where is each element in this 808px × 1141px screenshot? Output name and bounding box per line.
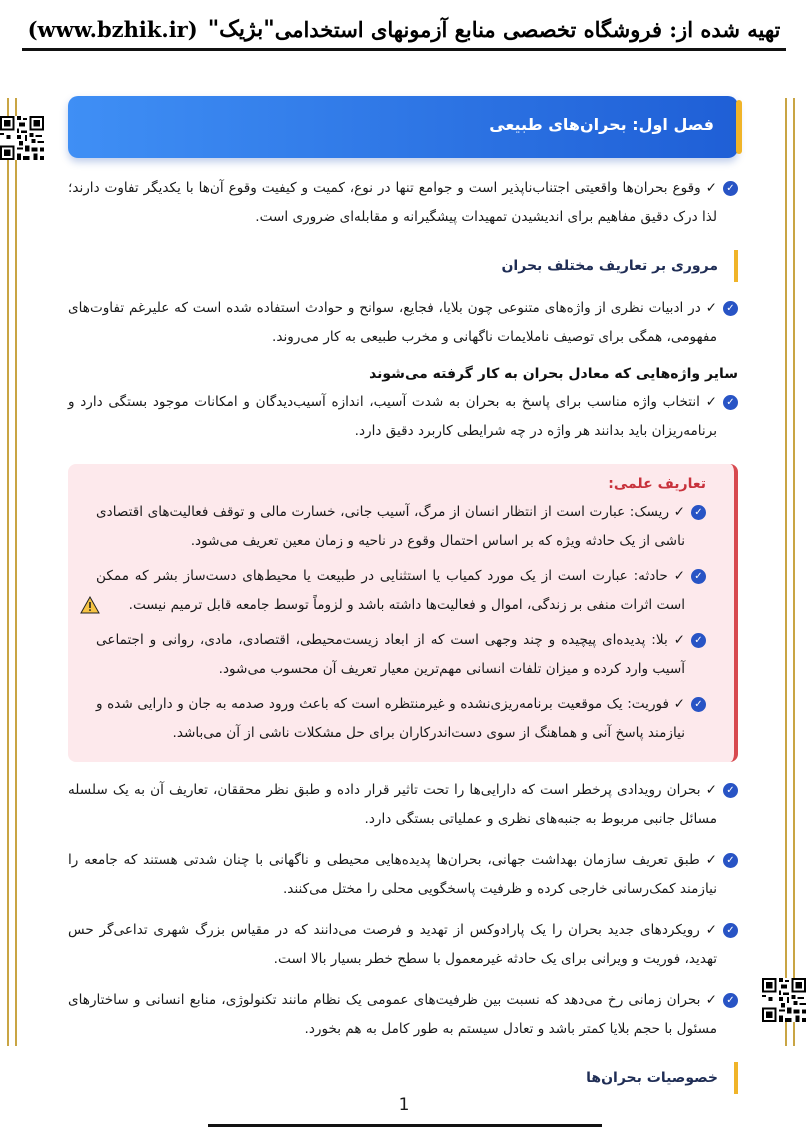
check-bullet-icon: ✓ <box>691 505 706 520</box>
subsection-heading: سایر واژه‌هایی که معادل بحران به کار گرفته می‌شوند <box>369 366 738 382</box>
list-item <box>68 388 738 446</box>
header-brand: "بژیک" <box>207 16 275 42</box>
right-border-line <box>785 98 795 1046</box>
paragraph-text: ✓ ریسک: عبارت است از انتظار انسان از مرگ، آسیب جانی، خسارت مالی و توقف فعالیت‌های اقتصادی ناشی از یک حادثه ویژه که بر اساس احتمال وقوع در ناحیه و زمان معین تعریف می‌شود. <box>96 504 685 549</box>
paragraph-text: ✓ در ادبیات نظری از واژه‌های متنوعی چون بلایا، فجایع، سوانح و حوادث استفاده شده است که علیرغم تفاوت‌های مفهومی، همگی برای توصیف ناملایمات ناگهانی و مخرب طبیعی به کار می‌روند. <box>68 300 717 345</box>
header-prefix: تهیه شده از: فروشگاه تخصصی منابع آزمونهای استخدامی <box>274 16 781 42</box>
check-bullet-icon: ✓ <box>723 301 738 316</box>
header-rule <box>22 48 786 51</box>
check-bullet-icon: ✓ <box>723 181 738 196</box>
chapter-title: فصل اول: بحران‌های طبیعی <box>489 115 714 134</box>
header-site: (www.bzhik.ir) <box>27 16 198 42</box>
section-heading: خصوصیات بحران‌ها <box>68 1062 738 1094</box>
footer-rule <box>208 1124 602 1127</box>
page-number: 1 <box>398 1095 410 1115</box>
page-header <box>18 12 790 46</box>
check-bullet-icon: ✓ <box>691 569 706 584</box>
paragraph-text: ✓ حادثه: عبارت است از یک مورد کمیاب یا استثنایی در طبیعت یا محیط‌های دست‌ساز بشر که ممکن است اثرات منفی بر زندگی، اموال و فعالیت‌ها داشته باشد و لزوماً توسط جامعه قابل ترمیم نیست. <box>96 568 685 613</box>
list-item <box>68 776 738 834</box>
list-item <box>68 986 738 1044</box>
scientific-definitions-box <box>68 464 738 762</box>
list-item <box>68 916 738 974</box>
list-item <box>96 626 706 684</box>
chapter-banner <box>68 96 738 158</box>
paragraph-text: ✓ طبق تعریف سازمان بهداشت جهانی، بحران‌ها پدیده‌هایی محیطی و ناگهانی با چنان شدتی هستند که جامعه را نیازمند کمک‌رسانی خارجی کرده و ظرفیت پاسخگویی محلی را مختل می‌کنند. <box>68 852 717 897</box>
check-bullet-icon: ✓ <box>723 395 738 410</box>
box-title: تعاریف علمی: <box>608 476 706 492</box>
list-item <box>96 690 706 748</box>
list-item <box>68 294 738 352</box>
page-content <box>68 96 738 1094</box>
paragraph-text: ✓ انتخاب واژه مناسب برای پاسخ به بحران به شدت آسیب، اندازه آسیب‌دیدگان و امکانات موجود بستگی دارد و برنامه‌ریزان باید بدانند هر واژه در چه شرایطی کاربرد دقیق دارد. <box>68 394 717 439</box>
paragraph-text: ✓ بلا: پدیده‌ای پیچیده و چند وجهی است که از ابعاد زیست‌محیطی، اقتصادی، مادی، روانی و اجتماعی آسیب وارد کرده و میزان تلفات انسانی مهم‌ترین معیار تعریف آن محسوب می‌شود. <box>96 632 685 677</box>
check-bullet-icon: ✓ <box>723 993 738 1008</box>
paragraph-text: ✓ فوریت: یک موقعیت برنامه‌ریزی‌نشده و غیرمنتظره است که باعث ورود صدمه به جان و دارایی شده و نیازمند پاسخ آنی و هماهنگ از سوی دست‌اندرکاران برای حل مشکلات ناشی از آن می‌باشد. <box>96 696 685 741</box>
qr-code-icon <box>0 116 44 160</box>
list-item <box>96 498 706 556</box>
left-border-line <box>7 98 17 1046</box>
check-bullet-icon: ✓ <box>723 783 738 798</box>
paragraph-text: ✓ رویکردهای جدید بحران را یک پارادوکس از تهدید و فرصت می‌دانند که در مقیاس بزرگ شهری تداعی‌گر حس تهدید، فوریت و ویرانی برای یک حادثه غیرمعمول با سطح خطر بسیار بالا است. <box>68 922 717 967</box>
paragraph-text: ✓ وقوع بحران‌ها واقعیتی اجتناب‌ناپذیر است و جوامع تنها در نوع، کمیت و کیفیت وقوع آن‌ها با یکدیگر تفاوت دارند؛ لذا درک دقیق مفاهیم برای اندیشیدن تمهیدات پیشگیرانه و مقابله‌ای ضروری است. <box>68 180 717 225</box>
check-bullet-icon: ✓ <box>691 633 706 648</box>
check-bullet-icon: ✓ <box>723 853 738 868</box>
qr-code-icon <box>762 978 806 1022</box>
list-item <box>96 562 706 620</box>
section-heading: مروری بر تعاریف مختلف بحران <box>68 250 738 282</box>
check-bullet-icon: ✓ <box>723 923 738 938</box>
paragraph-text: ✓ بحران رویدادی پرخطر است که دارایی‌ها را تحت تاثیر قرار داده و طبق نظر محققان، تعاریف آن به یک سلسله مسائل جانبی مربوط به جنبه‌های نظری و عملیاتی بستگی دارد. <box>68 782 717 827</box>
intro-paragraph <box>68 174 738 232</box>
list-item <box>68 846 738 904</box>
warning-icon <box>80 596 100 614</box>
check-bullet-icon: ✓ <box>691 697 706 712</box>
paragraph-text: ✓ بحران زمانی رخ می‌دهد که نسبت بین ظرفیت‌های عمومی یک نظام مانند تکنولوژی، منابع انسانی و ساختارهای مسئول با حجم بلایا کمتر باشد و تعادل سیستم به طور کامل به هم بخورد. <box>68 992 717 1037</box>
